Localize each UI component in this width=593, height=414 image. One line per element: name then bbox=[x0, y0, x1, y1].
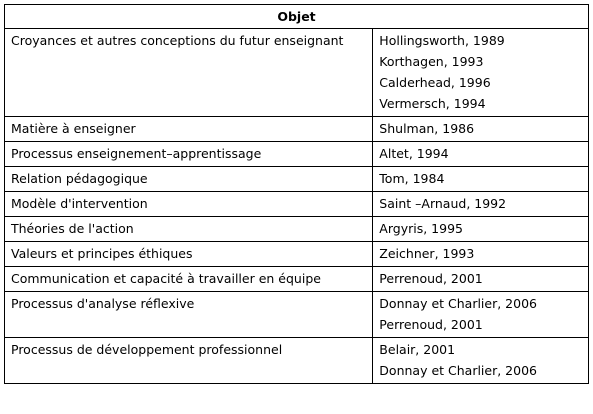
reference: Vermersch, 1994 bbox=[379, 96, 486, 111]
references-cell bbox=[373, 142, 589, 167]
reference: Saint –Arnaud, 1992 bbox=[379, 196, 507, 211]
table-row bbox=[5, 242, 589, 267]
table-row bbox=[5, 117, 589, 142]
table-row bbox=[5, 142, 589, 167]
reference: Perrenoud, 2001 bbox=[379, 271, 483, 286]
subject-cell: Croyances et autres conceptions du futur enseignant bbox=[5, 29, 373, 117]
reference: Donnay et Charlier, 2006 bbox=[379, 296, 537, 311]
table-header-objet: Objet bbox=[5, 5, 589, 29]
table-row bbox=[5, 338, 589, 384]
table-row bbox=[5, 292, 589, 338]
references-cell bbox=[373, 29, 589, 117]
subject-cell: Processus enseignement–apprentissage bbox=[5, 142, 373, 167]
reference: Zeichner, 1993 bbox=[379, 246, 475, 261]
reference: Korthagen, 1993 bbox=[379, 54, 484, 69]
table-header-row bbox=[5, 5, 589, 29]
subject-cell: Théories de l'action bbox=[5, 217, 373, 242]
subject-cell: Valeurs et principes éthiques bbox=[5, 242, 373, 267]
table-row bbox=[5, 192, 589, 217]
reference: Shulman, 1986 bbox=[379, 121, 475, 136]
reference: Tom, 1984 bbox=[379, 171, 445, 186]
table-row bbox=[5, 267, 589, 292]
references-cell bbox=[373, 217, 589, 242]
subject-cell: Processus de développement professionnel bbox=[5, 338, 373, 384]
subject-cell: Matière à enseigner bbox=[5, 117, 373, 142]
reference: Belair, 2001 bbox=[379, 342, 456, 357]
references-cell bbox=[373, 338, 589, 384]
subject-cell: Modèle d'intervention bbox=[5, 192, 373, 217]
references-cell bbox=[373, 167, 589, 192]
references-cell bbox=[373, 117, 589, 142]
reference: Perrenoud, 2001 bbox=[379, 317, 483, 332]
reference: Calderhead, 1996 bbox=[379, 75, 491, 90]
table-container bbox=[4, 4, 589, 384]
table-row bbox=[5, 217, 589, 242]
references-cell bbox=[373, 242, 589, 267]
reference: Argyris, 1995 bbox=[379, 221, 463, 236]
subject-cell: Communication et capacité à travailler en équipe bbox=[5, 267, 373, 292]
subject-cell: Processus d'analyse réflexive bbox=[5, 292, 373, 338]
table-row bbox=[5, 167, 589, 192]
reference: Altet, 1994 bbox=[379, 146, 449, 161]
reference: Hollingsworth, 1989 bbox=[379, 33, 505, 48]
reference: Donnay et Charlier, 2006 bbox=[379, 363, 537, 378]
table-row bbox=[5, 29, 589, 117]
references-cell bbox=[373, 192, 589, 217]
references-cell bbox=[373, 267, 589, 292]
objet-table bbox=[4, 4, 589, 384]
subject-cell: Relation pédagogique bbox=[5, 167, 373, 192]
references-cell bbox=[373, 292, 589, 338]
